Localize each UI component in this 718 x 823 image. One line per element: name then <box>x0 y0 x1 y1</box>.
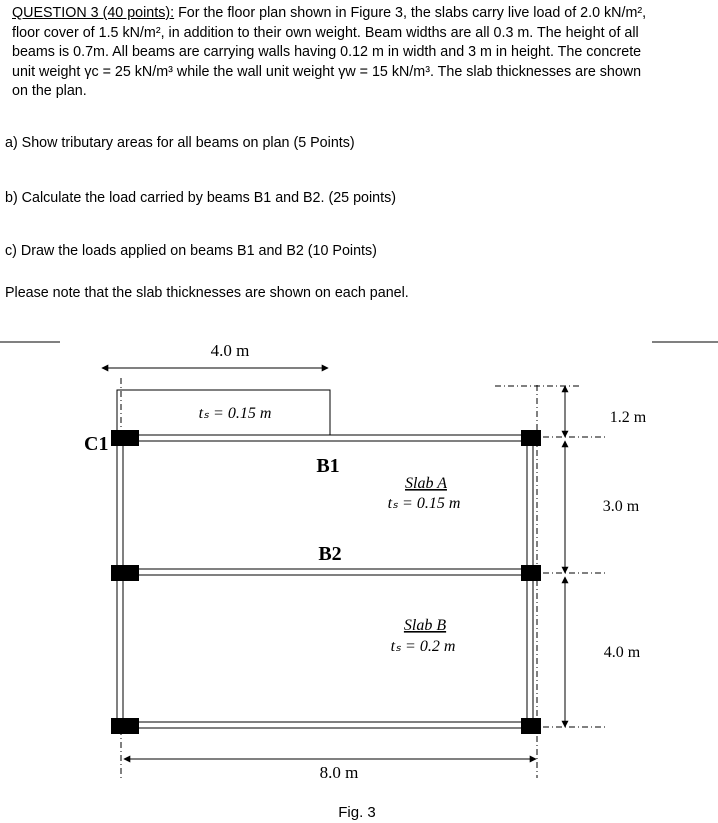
question-line-1: For the floor plan shown in Figure 3, the slabs carry live load of 2.0 kN/m², <box>174 5 647 21</box>
column-mid-left <box>111 565 139 581</box>
beam-middle <box>117 569 537 575</box>
slab-note: Please note that the slab thicknesses are shown on each panel. <box>5 285 409 301</box>
beam-bottom <box>117 722 537 728</box>
dim-bottom-label: 8.0 m <box>319 763 359 782</box>
beam-top <box>117 435 537 441</box>
dim-right-label-2: 3.0 m <box>602 498 640 515</box>
slab-a-thickness: tₛ = 0.15 m <box>387 495 461 512</box>
dim-top-label: 4.0 m <box>210 341 250 360</box>
column-mid-right <box>521 565 541 581</box>
figure-caption: Fig. 3 <box>338 804 376 821</box>
question-line-2: floor cover of 1.5 kN/m², in addition to their own weight. Beam widths are all 0.3 m. The height of all <box>12 24 639 41</box>
column-label-c1: C1 <box>84 433 109 455</box>
column-top-right <box>521 430 541 446</box>
part-c: c) Draw the loads applied on beams B1 and B2 (10 Points) <box>5 243 377 259</box>
question-line-4: unit weight γc = 25 kN/m³ while the wall unit weight γw = 15 kN/m³. The slab thicknesses are shown <box>12 63 642 80</box>
part-a: a) Show tributary areas for all beams on plan (5 Points) <box>5 135 355 151</box>
dim-right-label-3: 4.0 m <box>603 644 641 661</box>
part-b: b) Calculate the load carried by beams B1 and B2. (25 points) <box>5 190 397 206</box>
question-heading: QUESTION 3 (40 points): <box>12 5 175 21</box>
column-bottom-right <box>521 718 541 734</box>
column-c1 <box>111 430 139 446</box>
beam-left <box>117 435 123 728</box>
beam-label-b1: B1 <box>316 455 340 477</box>
slab-b-thickness: tₛ = 0.2 m <box>390 638 456 655</box>
slab-a-title: Slab A <box>405 475 447 492</box>
cantilever-thickness: tₛ = 0.15 m <box>198 405 272 422</box>
column-bottom-left <box>111 718 139 734</box>
beam-label-b2: B2 <box>318 543 342 565</box>
question-line-5: on the plan. <box>12 83 87 99</box>
dim-right-label-1: 1.2 m <box>609 409 647 426</box>
beam-right <box>527 435 533 728</box>
question-line-3: beams is 0.7m. All beams are carrying walls having 0.12 m in width and 3 m in height. The concrete <box>12 44 642 60</box>
slab-b-title: Slab B <box>403 617 447 634</box>
